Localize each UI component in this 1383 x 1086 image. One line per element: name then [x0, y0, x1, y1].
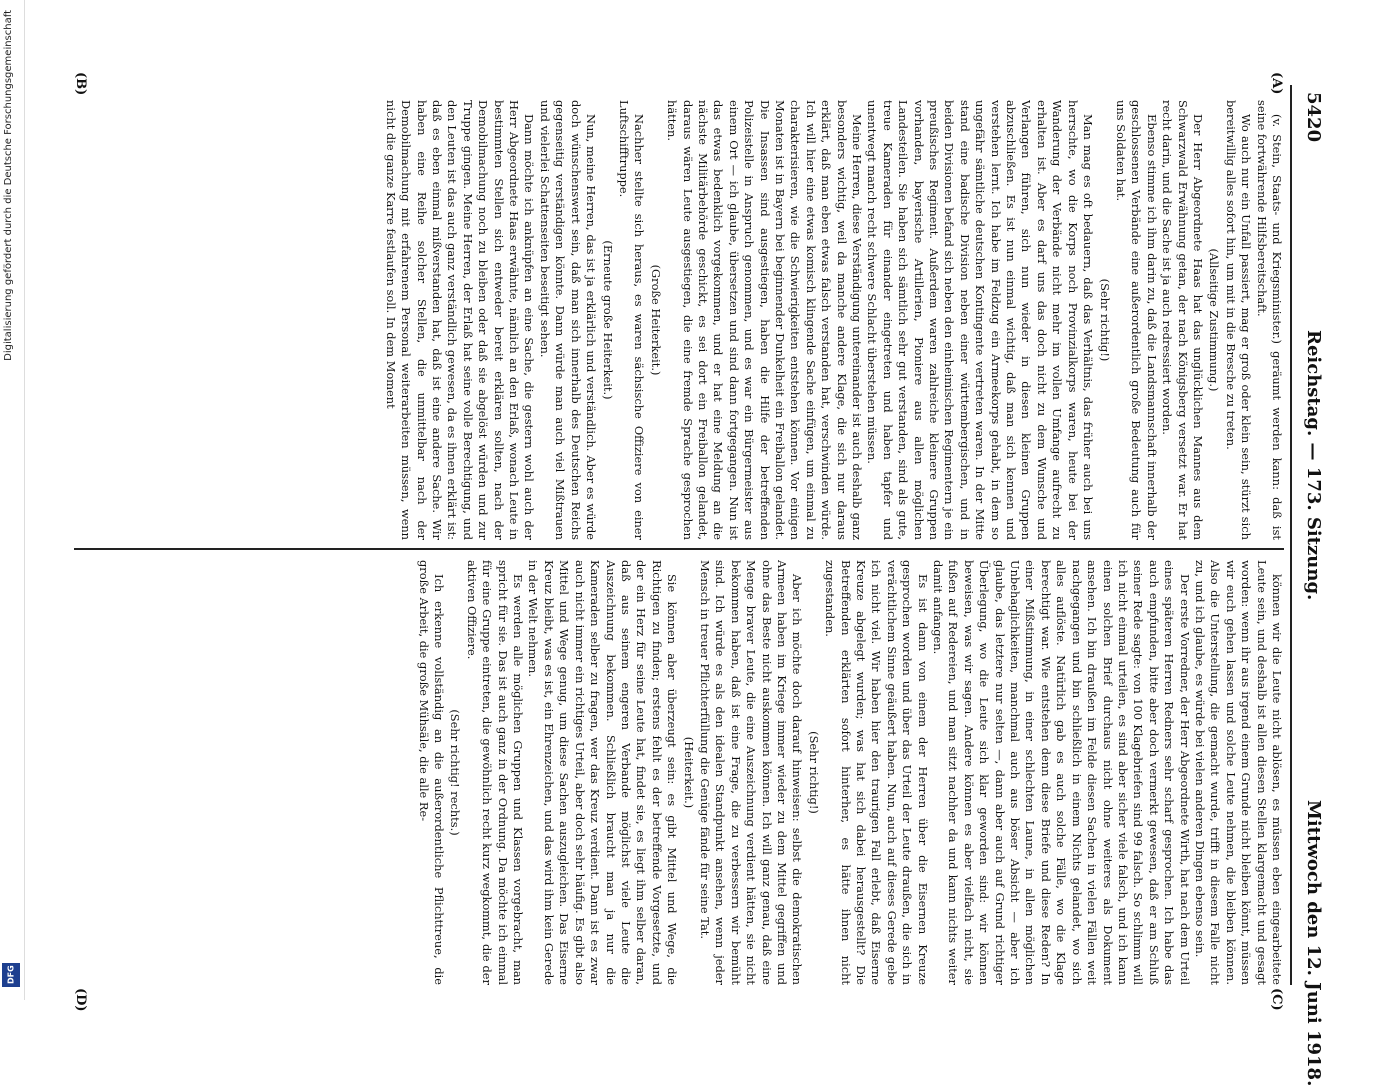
paragraph: Es werden alle möglichen Gruppen und Klassen vorgebracht, man spricht für sie. Das ist auch ganz in der Ordnung. Da möchte ich einmal für eine Gruppe eintreten, die gewöhnlich recht kurz wegkommt, die der aktiven Offiziere.	[464, 560, 526, 985]
paragraph: Wo auch nur ein Unfall passiert, mag er groß oder klein sein, stürzt sich bereitwillig alles sofort hin, um mit in die Bresche zu treten.	[1223, 100, 1254, 540]
paragraph: Man mag es oft bedauern, daß das Verhältnis, das früher auch bei uns herrschte, wo die Korps noch Provinzialkorps waren, heute bei der Wanderung der Verbände nicht mehr im vollen Umfange aufrecht zu erhalten ist. Aber es darf uns das doch nicht zu dem Wunsche und Verlangen führen, sich nun wieder in diesen kleinen Gruppen abzuschließen. Es ist nun einmal wichtig, daß man sich kennen und verstehen lernt. Ich habe im Feldzug ein Armeekorps gehabt, in dem so ungefähr sämtliche deutschen Kontingente vertreten waren. In der Mitte stand eine badische Division neben einer württembergischen, und in beiden Divisionen befand sich neben den einheimischen Regimentern je ein preußisches Regiment. Außerdem waren zahlreiche kleinere Gruppen vorhanden, bayerische Artillerien, Pioniere aus allen möglichen Landesteilen. Sie haben sich sämtlich sehr gut verstanden, sind als gute, treue Kameraden für einander eingetreten und haben tapfer und unentwegt manch recht schwere Schlacht überstehen müssen.	[865, 100, 1096, 540]
running-head: Reichstag. — 173. Sitzung.	[1303, 330, 1324, 601]
interjection: (Allseitige Zustimmung.)	[1207, 248, 1222, 392]
margin-mark-c: (C)	[1269, 988, 1284, 1011]
interjection: (Sehr richtig!)	[806, 731, 821, 814]
paragraph: Nun, meine Herren, das ist ja erklärlich und verständlich. Aber es würde doch wünschenswert sein, daß man sich innerhalb des Deutschen Reichs gegenseitig verständigen könnte. Dann würde man auch viel Mißtrauen und vielerlei Schattenseiten beseitigt sehen.	[537, 100, 599, 540]
paragraph: Nachher stellte sich heraus, es waren sächsische Offiziere von einer Luftschifftruppe.	[616, 100, 647, 540]
paragraph: Der erste Vorredner, der Herr Abgeordnete Wirth, hat nach dem Urteil eines späteren Herren Redners sehr scharf gesprochen. Ich habe das auch empfunden, bitte aber doch vermerkt gewesen, daß er am Schluß seiner Rede sagte: von 100 Klagebriefen sind 99 falsch. So schlimm will ich nicht einmal urteilen, es sind aber sicher viele falsch, und ich kann einen solchen Brief durchaus nicht ohne weiteres als Dokument ansehen. Ich bin draußen im Felde diesen Sachen in vielen Fällen weit nachgegangen und bin schließlich in einem Nichts gelandet, wo sich alles auflöste. Natürlich gab es auch solche Fälle, wo die Klage berechtigt war. Wie entstehen denn diese Briefe und diese Reden? In einer Mißstimmung, in einer schlechten Laune, in allen möglichen Unbehaglichkeiten, manchmal auch aus böser Absicht — aber ich glaube, das letztere nur selten —, dann aber auch auf Grund richtiger Überlegung, wo die Leute sich klar geworden sind: wir können beweisen, was wir sagen. Andere können es aber vielfach nicht, sie fußen auf Redereien, und man sitzt nachher da und kann nichts weiter damit anfangen.	[931, 560, 1192, 985]
interjection: (Erneute große Heiterkeit.)	[600, 240, 615, 400]
paragraph: Sie können aber überzeugt sein: es gibt Mittel und Wege, die Richtigen zu finden; erstens fehlt es der betreffende Vorgesetzte, und der ein Herz für seine Leute hat, findet sie, es liegt ihm selber daran, daß aus seinem engeren Verbande möglichst viele Leute die Auszeichnung bekommen. Schließlich braucht man ja nur die Kameraden selber zu fragen, wer das Kreuz verdient. Dann ist es zwar auch nicht immer ein richtiges Urteil, aber doch sehr häufig. Es gibt also Mittel und Wege genug, um diese Sachen auszugleichen. Das Eiserne Kreuz bleibt, was es ist, ein Ehrenzeichen, und das wird ihm kein Gerede in der Welt nehmen.	[526, 560, 680, 985]
paragraph: Aber ich möchte doch darauf hinweisen: selbst die demokratischen Armeen haben im Kriege immer wieder zu dem Mittel gegriffen und ohne das Beste nicht auskommen können. Ich will ganz genau, daß eine Menge braver Leute, die eine Auszeichnung verdient hätten, sie nicht bekommen haben, daß ist eine Frage, die zu verbessern wir bemüht sind. Ich würde es als den idealen Standpunkt ansehen, wenn jeder Mensch in treuer Pflichterfüllung die Genüge fände für seine Tat.	[697, 560, 805, 985]
paragraph: Es ist dann von einem der Herren über die Eisernen Kreuze gesprochen worden und über das Urteil der Leute draußen, die sich in verächtlichem Sinne geäußert haben. Nun, auch auf dieses Gerede gebe ich nicht viel. Wir haben hier den traurigen Fall erlebt, daß Eiserne Kreuze abgelegt wurden; was hat sich dabei herausgestellt? Die Betreffenden erklärten sofort hinterher, es hätte ihnen nicht zugestanden.	[823, 560, 930, 985]
interjection: (Sehr richtig! rechts.)	[448, 709, 463, 836]
paragraph: Meine Herren, diese Verständigung untereinander ist auch deshalb ganz besonders wichtig, weil da manche andere Klage, die sich nur daraus erklärt, daß man eben etwas falsch verstanden hat, verschwinden würde. Ich will hier eine etwas komisch klingende Sache einfügen, um einmal zu charakterisieren, wie die Schwierigkeiten entstehen können. Vor einigen Monaten ist in Bayern bei beginnender Dunkelheit ein Freiballon gelandet. Die Insassen sind ausgestiegen, haben die Hilfe der betreffenden Polizeistelle in Anspruch genommen, und es war ein Bürgermeister aus einem Ort — ich glaube, übersetzen und sind dann fortgegangen. Nun ist das etwas bedenklich vorgekommen, und er hat eine Meldung an die nächste Militärbehörde geschickt, es sei dort ein Freiballon gelandet, daraus wären Leute ausgestiegen, die eine fremde Sprache gesprochen hätten.	[665, 100, 865, 540]
interjection: (Sehr richtig!)	[1097, 278, 1112, 362]
date-line: Mittwoch den 12. Juni 1918.	[1303, 800, 1324, 1086]
interjection: (Große Heiterkeit.)	[648, 264, 663, 376]
dfg-logo: DFG	[2, 963, 20, 987]
column-divider	[74, 548, 1284, 550]
paragraph: Ich erkenne vollständig an die außerordentliche Pflichttreue, die große Arbeit, die große Mühsäle, die alle Re-	[416, 560, 447, 985]
page-number: 5420	[1303, 92, 1324, 143]
left-column	[74, 100, 1284, 540]
paragraph: (v. Stein, Staats- und Kriegsminister.) geräumt werden kann: daß ist seine fortwährende Hilfsbereitschaft.	[1254, 100, 1284, 540]
margin-mark-b: (B)	[73, 72, 88, 96]
paragraph: können wir die Leute nicht ablösen, es müssen eben eingearbeitete Leute sein, und deshalb ist allen diesen Stellen klargemacht und gesagt worden: wenn ihr aus irgend einem Grunde nicht bleiben könnt, müssen wir euch gehen lassen und solche Leute nehmen, die bleiben können. Also die Unterstellung, die gemacht wurde, trifft in diesem Falle nicht zu, und ich glaube, es würde bei vielen anderen Dingen ebenso sein.	[1192, 560, 1284, 985]
paragraph: Der Herr Abgeordnete Haas hat das unglücklichen Mannes aus dem Schwarzwald Erwähnung getan, der nach Königsberg versetzt war. Er hat recht darin, und die Sache ist ja auch redressiert worden.	[1160, 100, 1205, 540]
margin-mark-a: (A)	[1269, 72, 1284, 95]
scan-credit: Digitalisierung gefördert durch die Deutsche Forschungsgemeinschaft	[3, 10, 14, 361]
header-rule	[1290, 85, 1292, 985]
right-column	[74, 560, 1284, 985]
paragraph: Ebenso stimme ich ihm darin zu, daß die Landsmannschaft innerhalb der geschlossenen Verbände eine außerordentlich große Bedeutung auch für uns Soldaten hat.	[1113, 100, 1159, 540]
paragraph: Dann möchte ich anknüpfen an eine Sache, die gestern wohl auch der Herr Abgeordnete Haas erwähnte, nämlich an den Erlaß, wonach Leute in bestimmten Stellen sich entweder bereit erklären sollten, nach der Demobilmachung noch zu bleiben oder daß sie abgelöst würden und zur Truppe gingen. Meine Herren, der Erlaß hat seine volle Berechtigung, und den Leuten ist das auch ganz verständlich gewesen, da es ihnen erklärt ist: daß es eben einmal mißverstanden hat, daß ist eine andere Sache. Wir haben eine Reihe solcher Stellen, die unmittelbar nach der Demobilmachung mit erfahrenem Personal weiterarbeiten müssen, wenn nicht die ganze Karre festlaufen soll. In dem Moment	[383, 100, 537, 540]
margin-mark-d: (D)	[73, 988, 88, 1012]
interjection: (Heiterkeit.)	[681, 736, 696, 809]
